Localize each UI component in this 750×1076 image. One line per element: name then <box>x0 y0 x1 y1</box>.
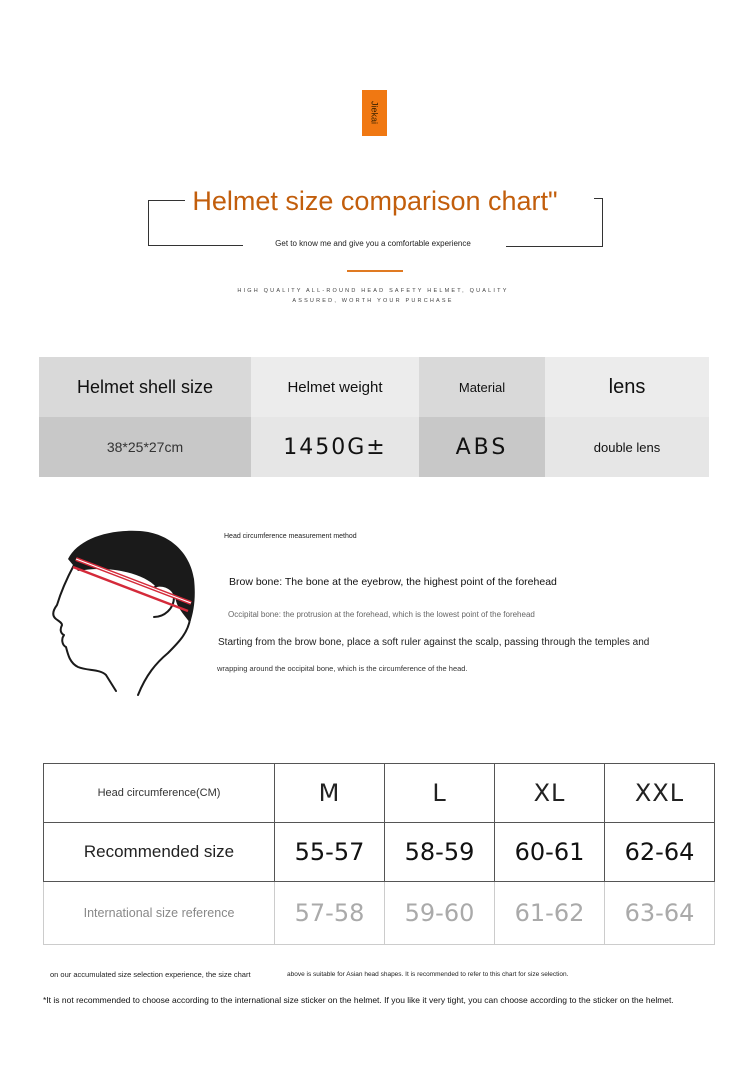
spec-header-weight: Helmet weight <box>251 357 419 417</box>
recommended-xxl: 62-64 <box>605 823 715 882</box>
brand-tag <box>362 90 387 136</box>
spec-header-material: Material <box>419 357 545 417</box>
international-m: 57-58 <box>275 882 385 945</box>
spec-header-shell-size: Helmet shell size <box>39 357 251 417</box>
table-row <box>44 823 715 882</box>
recommended-m: 55-57 <box>275 823 385 882</box>
tagline-line-2: ASSURED, WORTH YOUR PURCHASE <box>292 298 454 304</box>
size-header-l: L <box>385 764 495 823</box>
table-row <box>44 882 715 945</box>
tagline <box>200 286 546 306</box>
title-underline <box>347 270 403 272</box>
row-label-international: International size reference <box>44 882 275 945</box>
recommended-xl: 60-61 <box>495 823 605 882</box>
recommended-l: 58-59 <box>385 823 495 882</box>
size-table <box>43 763 715 945</box>
spec-value-material: ABS <box>419 417 545 477</box>
international-xl: 61-62 <box>495 882 605 945</box>
hair-shape <box>68 531 195 623</box>
size-header-xl: XL <box>495 764 605 823</box>
note-2: *It is not recommended to choose according to the international size sticker on the helmet. If you like it very tight, you can choose according to the sticker on the helmet. <box>43 995 674 1005</box>
spec-table <box>39 357 709 477</box>
head-profile-illustration <box>48 525 198 697</box>
international-xxl: 63-64 <box>605 882 715 945</box>
spec-value-weight: 1450G± <box>251 417 419 477</box>
spec-value-shell-size: 38*25*27cm <box>39 417 251 477</box>
spec-header-lens: lens <box>545 357 709 417</box>
measurement-instruction-line-1: Starting from the brow bone, place a soft ruler against the scalp, passing through the temples and <box>218 637 650 648</box>
page-title: Helmet size comparison chart" <box>192 186 558 216</box>
row-label-head-circumference: Head circumference(CM) <box>44 764 275 823</box>
brand-name: Jiekai <box>369 101 380 125</box>
measurement-instruction-line-2: wrapping around the occipital bone, which is the circumference of the head. <box>217 664 468 673</box>
size-header-xxl: XXL <box>605 764 715 823</box>
tagline-line-1: HIGH QUALITY ALL-ROUND HEAD SAFETY HELMET, QUALITY <box>237 288 509 294</box>
spec-value-lens: double lens <box>545 417 709 477</box>
size-header-m: M <box>275 764 385 823</box>
brow-bone-text: Brow bone: The bone at the eyebrow, the highest point of the forehead <box>229 576 557 588</box>
occipital-bone-text: Occipital bone: the protrusion at the forehead, which is the lowest point of the forehead <box>228 610 535 619</box>
note-1-part-2: above is suitable for Asian head shapes. It is recommended to refer to this chart for size selection. <box>287 971 569 978</box>
table-row <box>44 764 715 823</box>
page-subtitle: Get to know me and give you a comfortable experience <box>275 239 471 248</box>
note-1-part-1: on our accumulated size selection experience, the size chart <box>50 970 251 979</box>
measurement-title: Head circumference measurement method <box>224 533 357 540</box>
row-label-recommended: Recommended size <box>44 823 275 882</box>
international-l: 59-60 <box>385 882 495 945</box>
